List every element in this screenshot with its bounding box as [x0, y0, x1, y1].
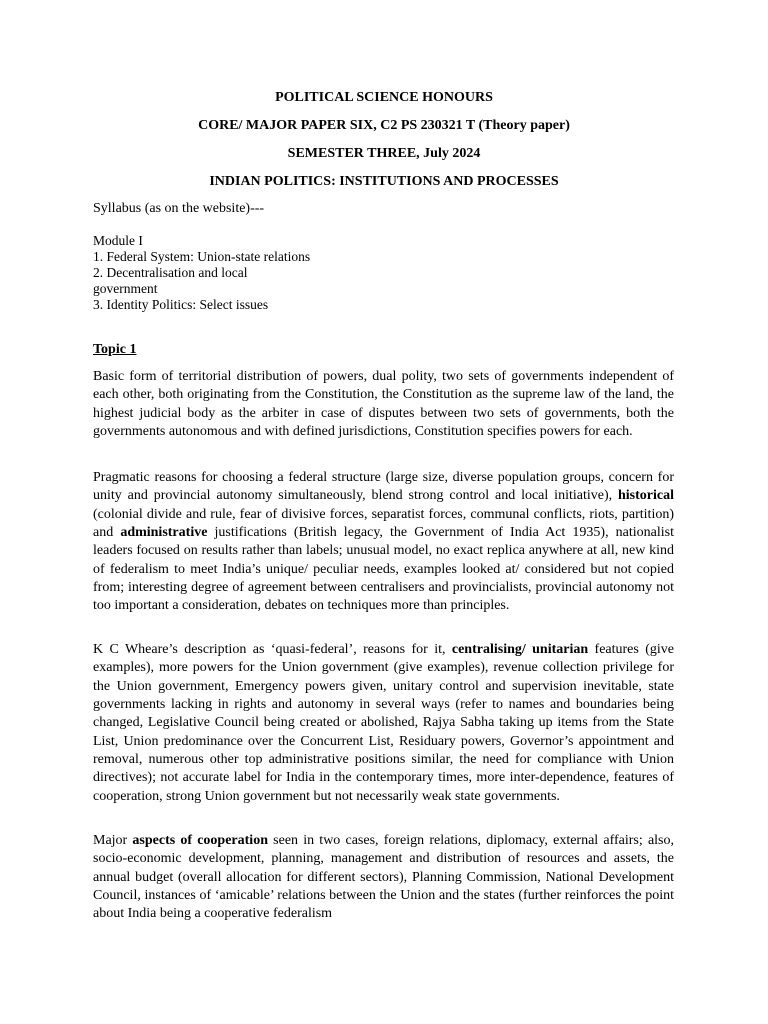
topic-heading: Topic 1 — [93, 342, 137, 357]
module-item-2-cont: government — [93, 281, 158, 296]
paragraph-3 — [93, 641, 674, 806]
paragraph-4-text-a: Major — [93, 833, 133, 848]
semester-line: SEMESTER THREE, July 2024 — [287, 146, 481, 161]
module-list — [93, 233, 393, 313]
syllabus-intro: Syllabus (as on the website)--- — [93, 201, 265, 216]
paragraph-2-text-c: (colonial divide and rule, fear of divisive forces, separatist forces, communal conflicts, riots, partition) and — [93, 506, 674, 541]
paragraph-4-text-c: seen in two cases, foreign relations, diplomacy, external affairs; also, socio-economic development, planning, management and distribution of resources and assets, the annual budget (overall allocation for different sectors), Planning Commission, National Development Council, instances of ‘amicable’ relations between the Union and the states (further reinforces the point about India being a cooperative federalism — [93, 833, 674, 922]
paragraph-2-text-d: justifications (British legacy, the Government of India Act 1935), nationalist leaders focused on results rather than labels; unusual model, no exact replica anywhere at all, new kind of federalism to meet India’s unique/ peculiar needs, examples looked at/ considered but not copied from; interesting degree of agreement between centralisers and provincialists, provincial autonomy not too important a consideration, debates on techniques more than principles. — [93, 525, 674, 614]
paragraph-2-bold-historical: historical — [618, 488, 674, 504]
module-item-1: 1. Federal System: Union-state relations — [93, 249, 311, 264]
paragraph-4 — [93, 832, 674, 924]
paragraph-2-text-a: Pragmatic reasons for choosing a federal structure (large size, diverse population groups, concern for unity and provincial autonomy simultaneously, blend strong control and local initiative), — [93, 470, 674, 504]
paragraph-2-bold-administrative: administrative — [120, 525, 208, 541]
course-title: POLITICAL SCIENCE HONOURS — [275, 90, 493, 105]
module-item-3: 3. Identity Politics: Select issues — [93, 297, 269, 312]
module-item-2: 2. Decentralisation and local — [93, 265, 248, 280]
paragraph-4-bold-cooperation: aspects of cooperation — [132, 833, 268, 848]
module-title: Module I — [93, 233, 143, 248]
paragraph-2 — [93, 469, 674, 616]
paragraph-3-bold-centralising: centralising/ unitarian — [451, 642, 589, 657]
paper-code: CORE/ MAJOR PAPER SIX, C2 PS 230321 T (Theory paper) — [198, 118, 570, 133]
paper-title: INDIAN POLITICS: INSTITUTIONS AND PROCESSES — [209, 174, 559, 189]
paragraph-3-text-c: features (give examples), more powers for the Union government (give examples), revenue collection privilege for the Union government, Emergency powers given, unitary control and supervision inevitable, state governments lacking in rights and autonomy in several ways (refer to names and boundaries being changed, Legislative Council being created or abolished, Rajya Sabha taking up items from the State List, Union predominance over the Concurrent List, Residuary powers, Governor’s appointment and removal, numerous other top administrative positions similar, the need for compliance with Union directives); not accurate label for India in the contemporary times, more inter-dependence, features of cooperation, strong Union government but not necessarily weak state governments. — [93, 642, 674, 804]
paragraph-3-text-a: K C Wheare’s description as ‘quasi-federal’, reasons for it, — [93, 642, 452, 657]
paragraph-1: Basic form of territorial distribution of powers, dual polity, two sets of governments independent of each other, both originating from the Constitution, the Constitution as the supreme law of the land, the highest judicial body as the arbiter in case of disputes between two sets of governments, both the governments autonomous and with defined jurisdictions, Constitution specifies powers for each. — [93, 369, 674, 440]
